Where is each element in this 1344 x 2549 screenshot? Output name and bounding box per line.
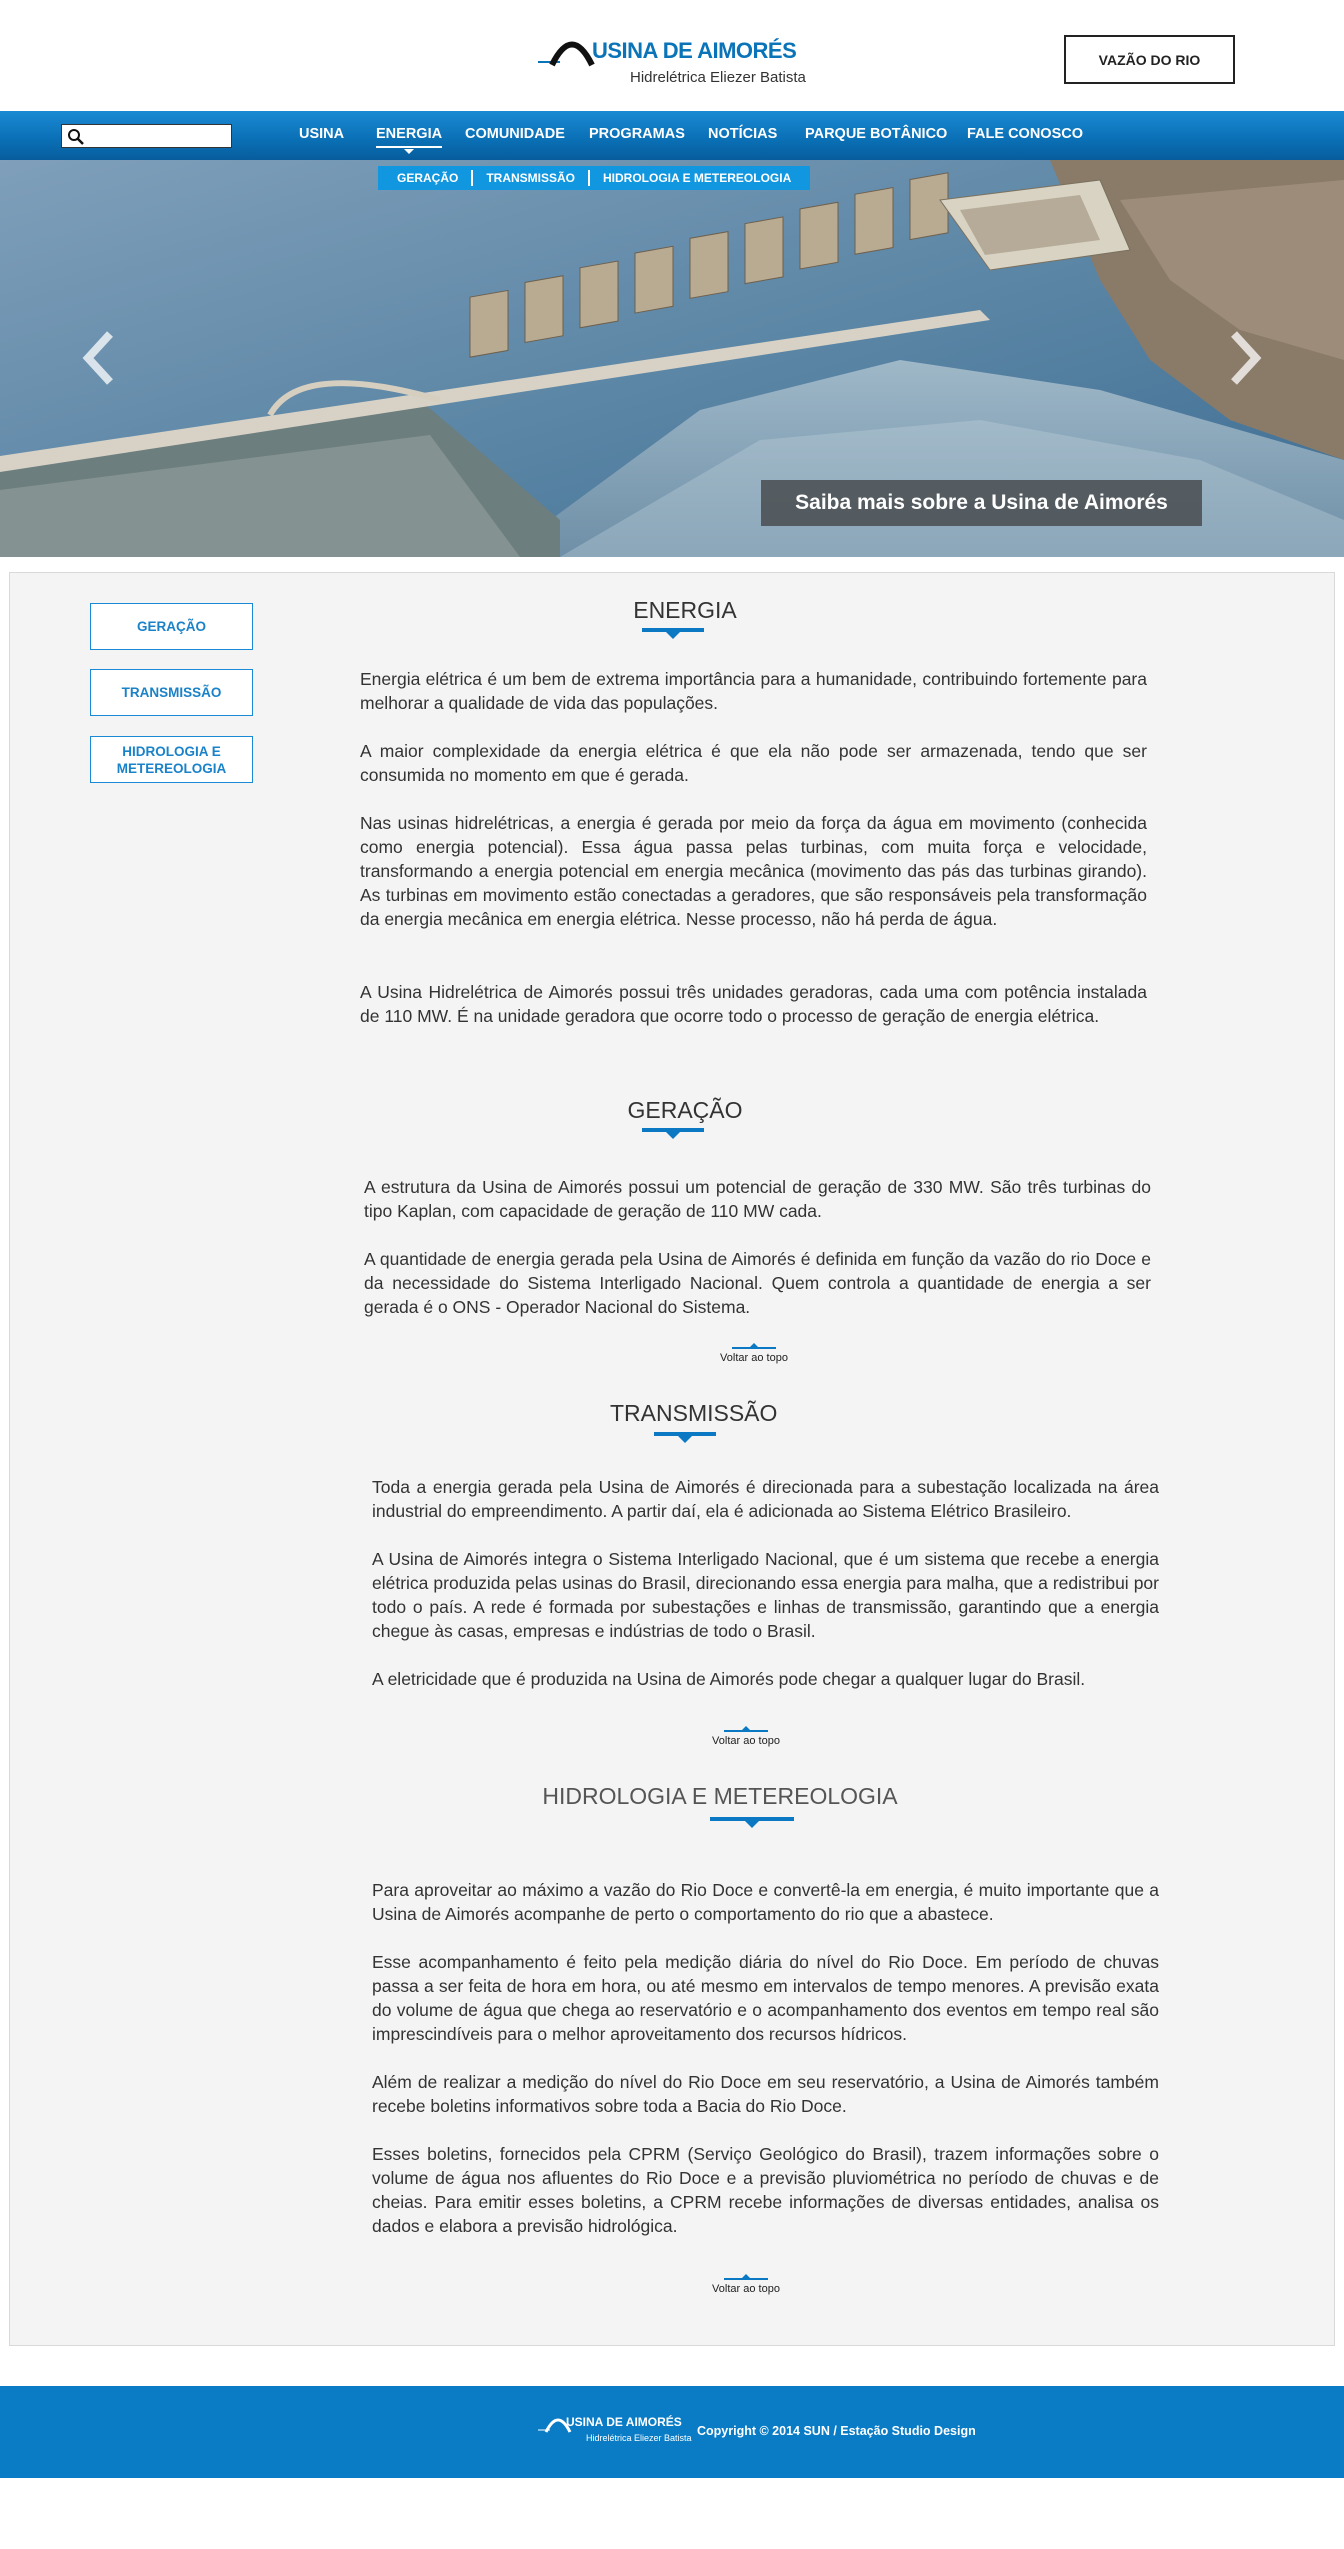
footer-logo-title: USINA DE AIMORÉS xyxy=(566,2415,682,2429)
nav-item-fale-conosco[interactable]: FALE CONOSCO xyxy=(967,126,1084,142)
back-to-top-link[interactable] xyxy=(696,1730,796,1747)
logo-subtitle: Hidrelétrica Eliezer Batista xyxy=(630,69,806,86)
section-title-hidrologia: HIDROLOGIA E METEREOLOGIA xyxy=(542,1783,898,1809)
hidrologia-paragraph: Além de realizar a medição do nível do Rio Doce em seu reservatório, a Usina de Aimorés também recebe boletins informativos sobre toda a Bacia do Rio Doce. xyxy=(372,2072,1159,2116)
chevron-right-icon[interactable] xyxy=(1224,330,1264,386)
up-arrow-icon xyxy=(724,1730,768,1732)
back-to-top-label: Voltar ao topo xyxy=(712,1735,780,1747)
site-footer xyxy=(0,2386,1344,2478)
energia-submenu xyxy=(378,166,810,190)
nav-item-noticias[interactable]: NOTÍCIAS xyxy=(708,126,778,142)
hero-caption-link[interactable]: Saiba mais sobre a Usina de Aimorés xyxy=(761,480,1202,526)
menu-bar xyxy=(0,111,1344,160)
geracao-paragraph: A estrutura da Usina de Aimorés possui um potencial de geração de 330 MW. São três turbinas do tipo Kaplan, com capacidade de geração de 110 MW cada. xyxy=(364,1177,1151,1221)
submenu-item-transmissao[interactable]: TRANSMISSÃO xyxy=(473,170,590,186)
energia-paragraph: Energia elétrica é um bem de extrema importância para a humanidade, contribuindo fortemente para melhorar a qualidade de vida das populações. xyxy=(360,669,1147,713)
logo-title: USINA DE AIMORÉS xyxy=(592,38,797,63)
chevron-left-icon[interactable] xyxy=(80,330,120,386)
hidrologia-paragraph: Esses boletins, fornecidos pela CPRM (Serviço Geológico do Brasil), trazem informações sobre o volume de água nos afluentes do Rio Doce e a previsão pluviométrica no período de chuvas e de cheias. Para emitir esses boletins, a CPRM recebe informações de diversas entidades, analisa os dados e elabora a previsão hidrológica. xyxy=(372,2144,1159,2236)
nav-item-programas[interactable]: PROGRAMAS xyxy=(589,126,685,142)
dam-arch-icon xyxy=(538,32,598,72)
geracao-paragraph: A quantidade de energia gerada pela Usina de Aimorés é definida em função da vazão do rio Doce e da necessidade do Sistema Interligado Nacional. Quem controla a quantidade de energia a ser gerada é o ONS - Operador Nacional do Sistema. xyxy=(364,1249,1151,1317)
main-nav xyxy=(0,111,1344,160)
back-to-top-label: Voltar ao topo xyxy=(712,2283,780,2295)
title-underline xyxy=(642,628,704,632)
energia-paragraph: A Usina Hidrelétrica de Aimorés possui três unidades geradoras, cada uma com potência instalada de 110 MW. É na unidade geradora que ocorre todo o processo de geração de energia elétrica. xyxy=(360,982,1147,1026)
content-panel xyxy=(9,572,1335,2346)
back-to-top-link[interactable] xyxy=(704,1347,804,1364)
transmissao-paragraph: A Usina de Aimorés integra o Sistema Interligado Nacional, que é um sistema que recebe a energia elétrica produzida pelas usinas do Brasil, direcionando essa energia para malha, que a redistribui por todo o país. A rede é formada por subestações e linhas de transmissão, garantindo que a energia chegue às casas, empresas e indústrias de todo o Brasil. xyxy=(372,1549,1159,1641)
sidebar-button-geracao[interactable]: GERAÇÃO xyxy=(90,603,253,650)
energia-paragraph: A maior complexidade da energia elétrica é que ela não pode ser armazenada, tendo que ser consumida no momento em que é gerada. xyxy=(360,741,1147,785)
section-title-transmissao: TRANSMISSÃO xyxy=(610,1400,778,1426)
active-caret-icon xyxy=(404,149,414,154)
nav-item-parque-botanico[interactable]: PARQUE BOTÂNICO xyxy=(805,126,948,142)
submenu-item-geracao[interactable]: GERAÇÃO xyxy=(384,170,473,186)
title-underline xyxy=(710,1817,794,1821)
transmissao-paragraph: A eletricidade que é produzida na Usina de Aimorés pode chegar a qualquer lugar do Brasil. xyxy=(372,1669,1086,1689)
nav-item-usina[interactable]: USINA xyxy=(299,126,345,142)
title-underline xyxy=(642,1128,704,1132)
hidrologia-paragraph: Para aproveitar ao máximo a vazão do Rio Doce e convertê-la em energia, é muito importante que a Usina de Aimorés acompanhe de perto o comportamento do rio que a abastece. xyxy=(372,1880,1159,1924)
submenu-item-hidrologia[interactable]: HIDROLOGIA E METEREOLOGIA xyxy=(603,171,792,185)
vazao-do-rio-button[interactable]: VAZÃO DO RIO xyxy=(1064,35,1235,84)
back-to-top-label: Voltar ao topo xyxy=(720,1352,788,1364)
nav-item-energia[interactable]: ENERGIA xyxy=(376,126,443,142)
up-arrow-icon xyxy=(732,1347,776,1349)
copyright-text: Copyright © 2014 SUN / Estação Studio Design xyxy=(697,2424,976,2438)
title-underline xyxy=(654,1432,716,1436)
section-title-geracao: GERAÇÃO xyxy=(627,1097,743,1123)
hidrologia-paragraph: Esse acompanhamento é feito pela medição diária do nível do Rio Doce. Em período de chuvas passa a ser feita de hora em hora, ou até mesmo em intervalos de tempo menores. A previsão exata do volume de água que chega ao reservatório e o acompanhamento dos eventos em tempo real são imprescindíveis para o melhor aproveitamento dos recursos hídricos. xyxy=(372,1952,1159,2044)
back-to-top-link[interactable] xyxy=(696,2278,796,2295)
transmissao-paragraph: Toda a energia gerada pela Usina de Aimorés é direcionada para a subestação localizada na área industrial do empreendimento. A partir daí, ela é adicionada ao Sistema Elétrico Brasileiro. xyxy=(372,1477,1159,1521)
up-arrow-icon xyxy=(724,2278,768,2280)
hero-slider xyxy=(0,160,1344,557)
sidebar-button-hidrologia[interactable]: HIDROLOGIA E METEREOLOGIA xyxy=(90,736,253,783)
nav-item-comunidade[interactable]: COMUNIDADE xyxy=(465,126,565,142)
site-logo[interactable] xyxy=(538,32,806,92)
footer-logo-subtitle: Hidrelétrica Eliezer Batista xyxy=(586,2433,692,2443)
section-title-energia: ENERGIA xyxy=(633,597,737,623)
sidebar-button-transmissao[interactable]: TRANSMISSÃO xyxy=(90,669,253,716)
footer-logo[interactable] xyxy=(538,2412,692,2448)
site-header xyxy=(0,0,1344,111)
energia-paragraph: Nas usinas hidrelétricas, a energia é gerada por meio da força da água em movimento (conhecida como energia potencial). Essa água passa pelas turbinas, com muita força e velocidade, transformando a energia potencial em energia mecânica (movimento das pás das turbinas girando). As turbinas em movimento estão conectadas a geradores, que são responsáveis pela transformação da energia mecânica em energia elétrica. Nesse processo, não há perda de água. xyxy=(360,813,1147,929)
